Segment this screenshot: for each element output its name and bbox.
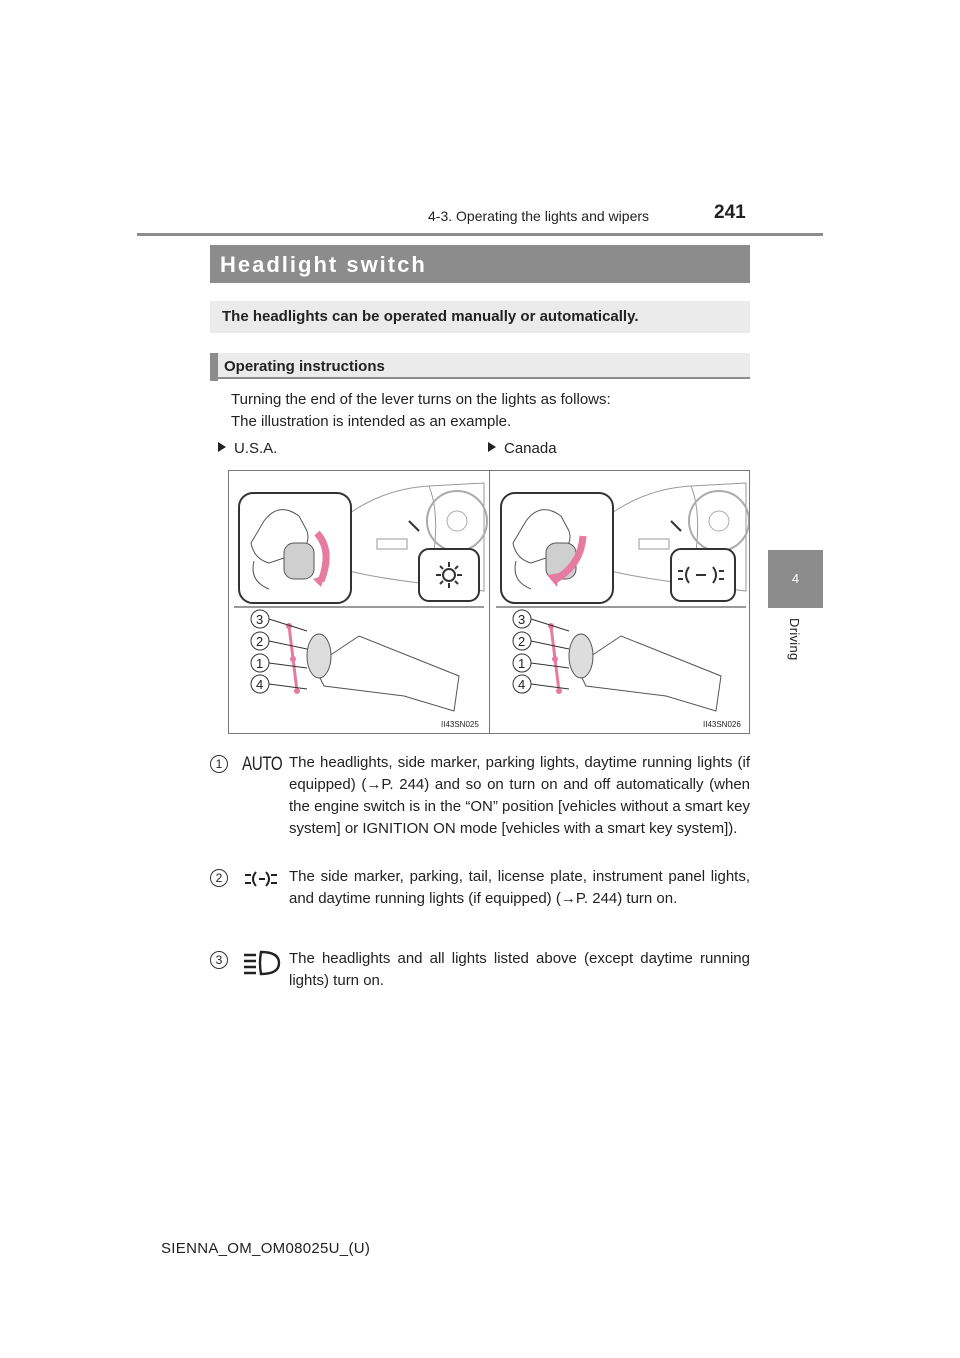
item-text: The headlights, side marker, parking lights, daytime running lights (if equipped) (→P. 244) and so on turn on and off automatically (when the engine switch is in the “ON” position [vehicles without a smart key system] or IGNITION ON mode [vehicles with a smart key system]).	[289, 754, 750, 837]
chapter-number: 4	[791, 571, 800, 586]
item-text: The side marker, parking, tail, license plate, instrument panel lights, and daytime running lights (if equipped) (→P. 244) turn on.	[289, 868, 750, 907]
page-title: Headlight switch	[220, 252, 427, 277]
callout-number: 1	[256, 656, 264, 671]
callout-number: 2	[518, 634, 526, 649]
chapter-label: Driving	[787, 618, 802, 661]
intro-text	[231, 389, 611, 433]
triangle-bullet-icon	[488, 442, 496, 452]
callout-number: 4	[256, 677, 264, 692]
usa-illustration-panel	[234, 483, 487, 729]
canada-illustration-panel	[496, 483, 749, 729]
intro-line: Turning the end of the lever turns on the lights as follows:	[231, 391, 611, 408]
subsection-accent	[210, 353, 218, 381]
section-heading: 4-3. Operating the lights and wipers	[428, 208, 650, 224]
region-text: Canada	[504, 440, 557, 457]
item-number: 2	[210, 869, 228, 887]
callout-number: 1	[518, 656, 526, 671]
title-bar	[210, 245, 750, 283]
page-number: 241	[714, 202, 746, 223]
auto-symbol: AUTO	[242, 754, 283, 775]
headlight-icon	[242, 949, 282, 982]
callout-number: 3	[518, 612, 526, 627]
lead-text: The headlights can be operated manually or automatically.	[222, 308, 639, 325]
figure-divider	[489, 470, 490, 734]
callout-number: 2	[256, 634, 264, 649]
item-text: The headlights and all lights listed above (except daytime running lights) turn on.	[289, 950, 750, 989]
triangle-bullet-icon	[218, 442, 226, 452]
subsection-bar	[210, 353, 750, 379]
auto-text-icon	[242, 753, 292, 776]
subsection-title: Operating instructions	[224, 358, 385, 375]
intro-line: The illustration is intended as an example.	[231, 413, 512, 430]
item-number: 1	[210, 755, 228, 773]
callout-number: 3	[256, 612, 264, 627]
item-number: 3	[210, 951, 228, 969]
figure-code: II43SN025	[441, 720, 479, 729]
header-rule	[137, 233, 823, 236]
region-label-usa	[218, 440, 277, 457]
region-text: U.S.A.	[234, 440, 278, 457]
figure-code: II43SN026	[703, 720, 741, 729]
document-code: SIENNA_OM_OM08025U_(U)	[161, 1240, 371, 1257]
side-marker-lights-icon	[242, 867, 282, 896]
region-label-canada	[488, 440, 557, 457]
callout-number: 4	[518, 677, 526, 692]
lead-box	[210, 301, 750, 333]
